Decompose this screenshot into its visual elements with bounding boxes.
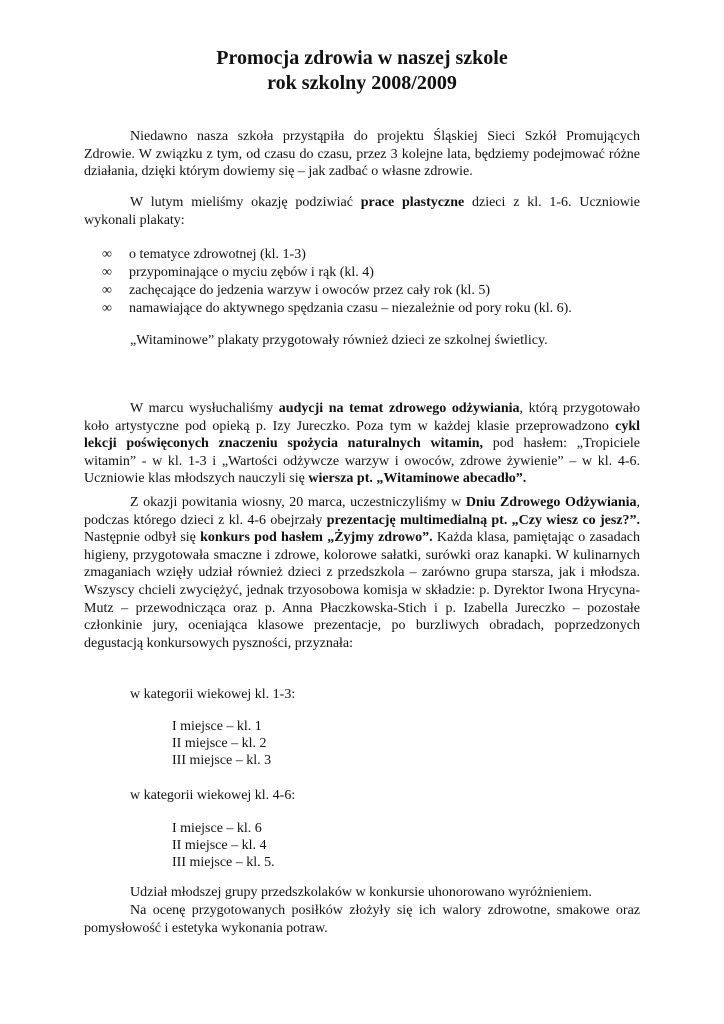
february-text-bold: prace plastyczne (360, 195, 465, 210)
spring-text-a: Z okazji powitania wiosny, 20 marca, uczestniczyliśmy w (130, 495, 466, 510)
closing-paragraph-2: Na ocenę przygotowanych posiłków złożyły się ich walory zdrowotne, smakowe oraz pomysłowość i estetyka wykonania potraw. (84, 903, 640, 936)
spring-text-bold-1: Dniu Zdrowego Odżywiania (465, 495, 637, 510)
list-item-text: o tematyce zdrowotnej (kl. 1-3) (129, 247, 306, 262)
march-paragraph (84, 400, 640, 488)
list-item (0, 282, 724, 300)
intro-paragraph: Niedawno nasza szkoła przystąpiła do projektu Śląskiej Sieci Szkół Promujących Zdrowie. W związku z tym, od czasu do czasu, przez 3 kolejne lata, będziemy podejmować różne działania, dzięki którym dowiemy się – jak zadbać o własne zdrowie. (84, 129, 640, 180)
march-text-e: pod hasłem: „Tropiciele witamin” - w kl. 1-3 i „Wartości odżywcze warzyw i owoców, zdrowe żywienie” – w kl. 4-6. Uczniowie klas młodszych nauczyli się (84, 436, 640, 487)
place-entry: I miejsce – kl. 1 (172, 719, 262, 734)
place-entry: III miejsce – kl. 5. (172, 855, 275, 870)
category-label: w kategorii wiekowej kl. 4-6: (130, 788, 296, 803)
place-entry: II miejsce – kl. 4 (172, 838, 267, 853)
infinity-bullet-icon: ∞ (102, 265, 112, 280)
march-text-bold-2: cykl lekcji poświęconych znaczeniu spożycia naturalnych witamin, (84, 418, 640, 452)
spring-text-bold-2: prezentację multimedialną pt. „Czy wiesz co jesz?”. (326, 512, 641, 528)
spring-text-bold-3: konkurs pod hasłem „Żyjmy zdrowo”. (200, 530, 433, 546)
title-line-1: Promocja zdrowia w naszej szkole (216, 47, 508, 69)
spring-text-c: , podczas którego dzieci z kl. 4-6 obejrzały (84, 495, 641, 528)
february-paragraph (84, 194, 640, 229)
spring-text-e: Następnie odbył się (84, 530, 201, 546)
vitamin-posters-paragraph: „Witaminowe” plakaty przygotowały również dzieci ze szkolnej świetlicy. (130, 333, 548, 348)
infinity-bullet-icon: ∞ (102, 301, 112, 316)
march-text-bold-1: audycji na temat zdrowego odżywiania (278, 401, 520, 416)
march-text-c: , którą przygotowało koło artystyczne pod opieką p. Izy Jureczko. Poza tym w każdej klasie przeprowadzono (84, 401, 641, 434)
february-text-c: dzieci z kl. 1-6. Uczniowie wykonali plakaty: (84, 195, 640, 228)
march-text-a: W marcu wysłuchaliśmy (130, 401, 279, 416)
list-item-text: zachęcające do jedzenia warzyw i owoców przez cały rok (kl. 5) (129, 283, 491, 298)
spring-paragraph (84, 494, 640, 652)
category-label: w kategorii wiekowej kl. 1-3: (130, 687, 296, 702)
infinity-bullet-icon: ∞ (102, 247, 112, 262)
place-entry: III miejsce – kl. 3 (172, 753, 272, 768)
place-entry: II miejsce – kl. 2 (172, 736, 267, 751)
place-entry: I miejsce – kl. 6 (172, 821, 262, 836)
list-item-text: namawiające do aktywnego spędzania czasu – niezależnie od pory roku (kl. 6). (129, 301, 572, 316)
list-item (0, 300, 724, 318)
infinity-bullet-icon: ∞ (102, 283, 112, 298)
closing-paragraph-1: Udział młodszej grupy przedszkolaków w konkursie uhonorowano wyróżnieniem. (130, 885, 592, 900)
list-item (0, 246, 724, 264)
list-item-text: przypominające o myciu zębów i rąk (kl. 4) (129, 265, 374, 280)
february-text-a: W lutym mieliśmy okazję podziwiać (130, 195, 361, 210)
march-text-bold-3: wiersza pt. „Witaminowe abecadło”. (308, 471, 527, 487)
list-item (0, 264, 724, 282)
spring-text-g: Każda klasa, pamiętając o zasadach higieny, przygotowała smaczne i zdrowe, kolorowe sałatki, surówki oraz kanapki. W kulinarnych zmaganiach wzięły udział również dzieci z przedszkola – zarówno grupa starsza, jak i młodsza. Wszyscy chcieli zwyciężyć, jednak trzyosobowa komisja w składzie: p. Dyrektor Iwona Hrycyna-Mutz – przewodnicząca oraz p. Anna Płaczkowska-Stich i p. Izabella Jureczko – pozostałe członkinie jury, oceniająca klasowe prezentacje, po burzliwych obradach, poprzedzonych degustacją konkursowych pyszności, przyznała: (84, 530, 640, 651)
title-line-2: rok szkolny 2008/2009 (267, 72, 457, 94)
